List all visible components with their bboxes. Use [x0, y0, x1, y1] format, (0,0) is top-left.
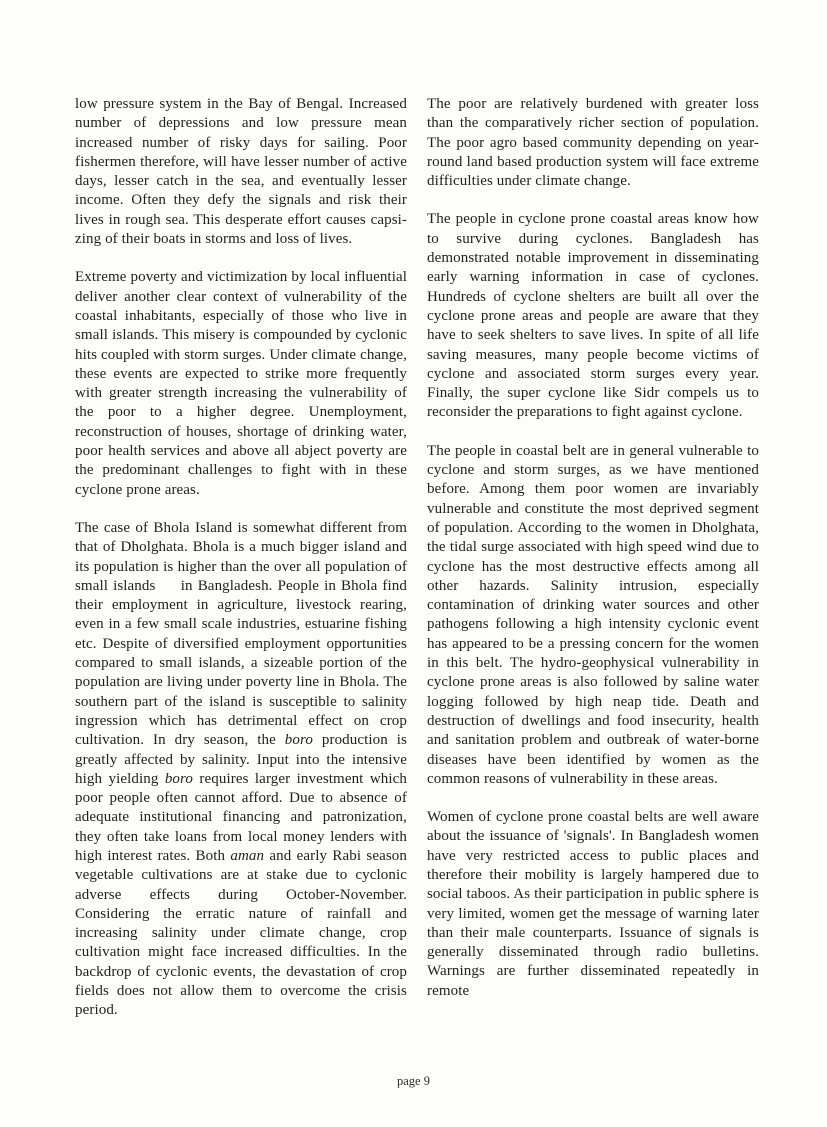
- text-column-left: [75, 95, 407, 1021]
- paragraph: [427, 442, 759, 789]
- paragraph: [75, 268, 407, 500]
- text-run: The people in coastal belt are in general vulnerable to cyclone and storm surges, as we have mentioned before. Among them poor women are invariably vulnerable and constitute the most deprived segment of population. According to the women in Dholghata, the tidal surge associated with high speed wind due to cyclone has the most destructive effects among all other hazards. Salinity intrusion, especially contamination of drinking water sources and other pathogens following a high intensity cyclonic event has appeared to be a pressing concern for the women in this belt. The hydro-geophysical vulnerability in cyclone prone areas is also followed by saline water logging followed by high neap tide. Death and destruction of dwellings and food insecurity, health and sanitation problem and outbreak of water-borne diseases have been identified by women as the common reasons of vulnerability in these areas.: [427, 442, 759, 787]
- paragraph: [75, 519, 407, 1021]
- italic-text-run: aman: [230, 847, 265, 864]
- text-columns: [75, 95, 759, 1021]
- paragraph: [427, 210, 759, 422]
- text-run: and early Rabi season vegetable cultivations are at stake due to cyclonic adverse effects during October-November. Considering the erratic nature of rainfall and increasing salinity under climate change, crop cultivation might face increased difficulties. In the backdrop of cyclonic events, the devastation of crop fields does not allow them to overcome the crisis period.: [75, 847, 408, 1019]
- text-run: Women of cyclone prone coastal belts are well aware about the issuance of 'signals'. In Bangladesh women have very restricted access to public places and therefore their mobility is largely hampered due to social taboos. As their participation in public sphere is very limited, women get the message of warning later than their male counterparts. Issuance of signals is generally disseminated through radio bulletins. Warnings are further disseminated repeatedly in remote: [427, 809, 759, 999]
- text-run: requires larger investment which poor people often cannot afford. Due to absence of adequate institutional financing and patronization, they often take loans from local money lenders with high interest rates. Both: [75, 770, 407, 864]
- text-run: Extreme poverty and victimization by local influential deliver another clear context of vulnerability of the coastal inhabitants, especially of those who live in small islands. This misery is compounded by cyclonic hits coupled with storm surges. Under climate change, these events are expected to strike more frequently with greater strength increasing the vulnerability of the poor to a higher degree. Unemployment, reconstruction of houses, shortage of drinking water, poor health services and above all abject poverty are the predominant challenges to fight with in these cyclone prone areas.: [75, 269, 407, 498]
- paragraph: [427, 95, 759, 191]
- text-run: The people in cyclone prone coastal areas know how to survive during cyclones. Bangladesh has demonstrated notable improvement in disseminating early warning information in case of cyclones. Hundreds of cyclone shelters are built all over the cyclone prone areas and people are aware that they have to seek shelters to save lives. In spite of all life saving measures, many people become victims of cyclone and associated storm surges every year. Finally, the super cyclone like Sidr compels us to reconsider the preparations to fight against cyclone.: [427, 211, 759, 421]
- paragraph: [75, 95, 407, 249]
- text-run: The case of Bhola Island is somewhat different from that of Dholghata. Bhola is a much bigger island and its population is higher than the over all population of small islands in Bangladesh. People in Bhola find their employment in agriculture, livestock rearing, even in a few small scale industries, estuarine fishing etc. Despite of diversified employment opportunities compared to small islands, a sizeable portion of the population are living under poverty line in Bhola. The southern part of the island is susceptible to salinity ingression which has detrimental effect on crop cultivation. In dry season, the: [75, 519, 407, 749]
- text-run: low pressure system in the Bay of Bengal. Increased number of depressions and low pressure mean increased number of risky days for sailing. Poor fishermen therefore, will have lesser number of active days, lesser catch in the sea, and eventually lesser income. Often they defy the signals and risk their lives in rough sea. This desperate effort causes capsi-zing of their boats in storms and loss of lives.: [75, 96, 407, 248]
- paragraph: [427, 808, 759, 1001]
- text-column-right: [427, 95, 759, 1021]
- italic-text-run: boro: [164, 770, 194, 787]
- italic-text-run: boro: [284, 732, 313, 749]
- page-number: page 9: [397, 1074, 430, 1088]
- text-run: production is greatly affected by salinity. Input into the intensive high yielding: [75, 732, 407, 787]
- text-run: The poor are relatively burdened with greater loss than the comparatively richer section of population. The poor agro based community depending on year-round land based production system will face extreme difficulties under climate change.: [427, 96, 759, 190]
